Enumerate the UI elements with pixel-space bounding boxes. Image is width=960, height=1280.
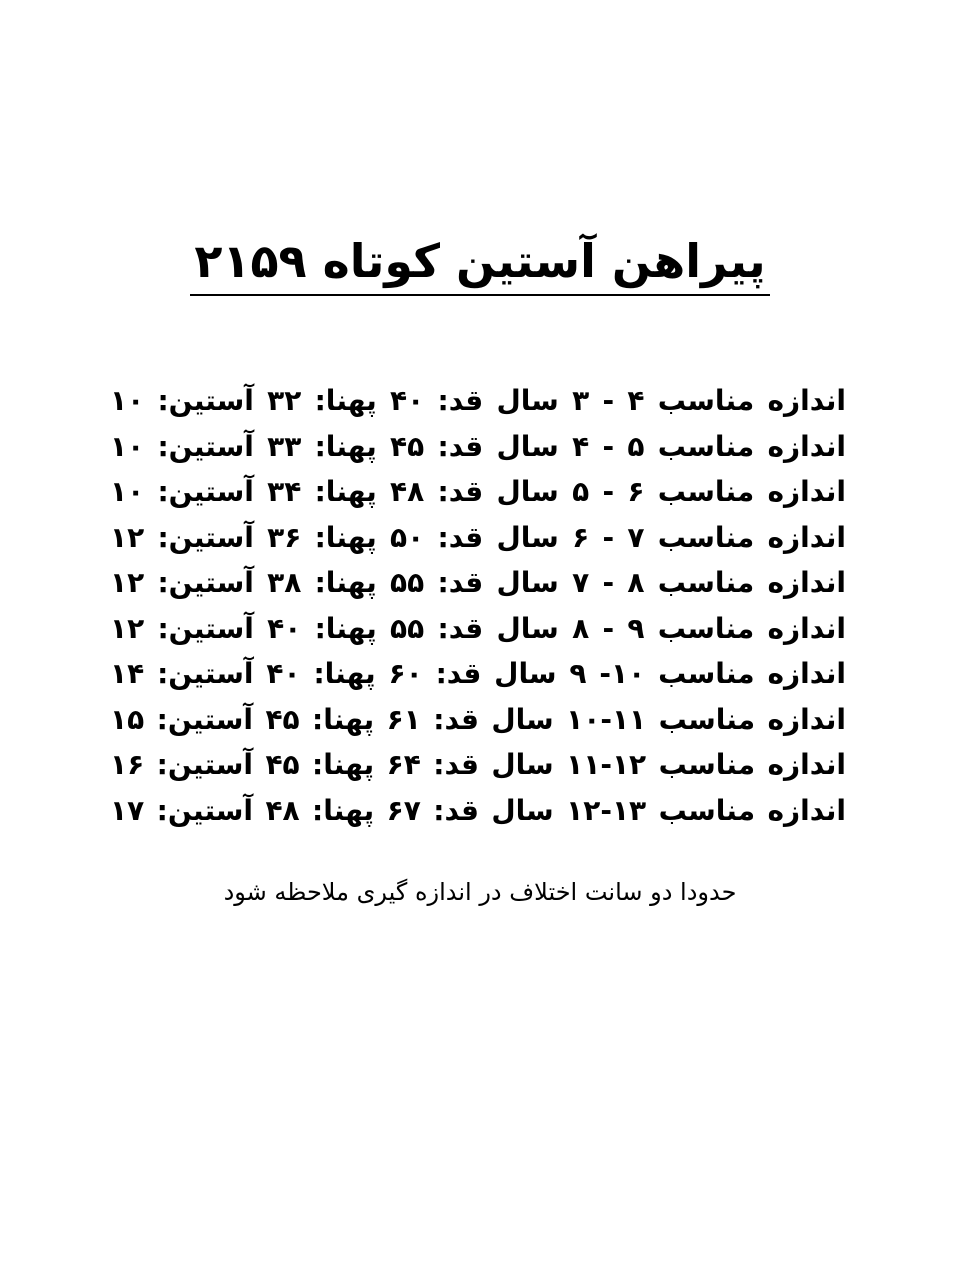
size-row: اندازه مناسب ۵ - ۴ سال قد: ۴۵ پهنا: ۳۳ آستین: ۱۰ bbox=[110, 429, 847, 463]
size-row: اندازه مناسب ۶ - ۵ سال قد: ۴۸ پهنا: ۳۴ آستین: ۱۰ bbox=[110, 475, 847, 508]
title-container bbox=[0, 228, 960, 296]
size-row: اندازه مناسب ۹ - ۸ سال قد: ۵۵ پهنا: ۴۰ آستین: ۱۲ bbox=[110, 611, 847, 645]
note-container bbox=[0, 872, 960, 912]
size-row: اندازه مناسب ۱۲-۱۱ سال قد: ۶۴ پهنا: ۴۵ آستین: ۱۶ bbox=[110, 748, 846, 781]
size-row: اندازه مناسب ۷ - ۶ سال قد: ۵۰ پهنا: ۳۶ آستین: ۱۲ bbox=[110, 520, 847, 554]
page-title: پیراهن آستین کوتاه ۲۱۵۹ bbox=[190, 228, 769, 296]
size-row: اندازه مناسب ۱۰- ۹ سال قد: ۶۰ پهنا: ۴۰ آستین: ۱۴ bbox=[110, 657, 847, 690]
size-row: اندازه مناسب ۱۱-۱۰ سال قد: ۶۱ پهنا: ۴۵ آستین: ۱۵ bbox=[110, 702, 846, 736]
size-row: اندازه مناسب ۸ - ۷ سال قد: ۵۵ پهنا: ۳۸ آستین: ۱۲ bbox=[110, 566, 847, 599]
size-row: اندازه مناسب ۱۳-۱۲ سال قد: ۶۷ پهنا: ۴۸ آستین: ۱۷ bbox=[110, 793, 846, 827]
size-row: اندازه مناسب ۴ - ۳ سال قد: ۴۰ پهنا: ۳۲ آستین: ۱۰ bbox=[110, 384, 847, 417]
size-chart-list bbox=[110, 378, 846, 833]
measurement-note: حدودا دو سانت اختلاف در اندازه گیری ملاحظه شود bbox=[223, 878, 737, 906]
